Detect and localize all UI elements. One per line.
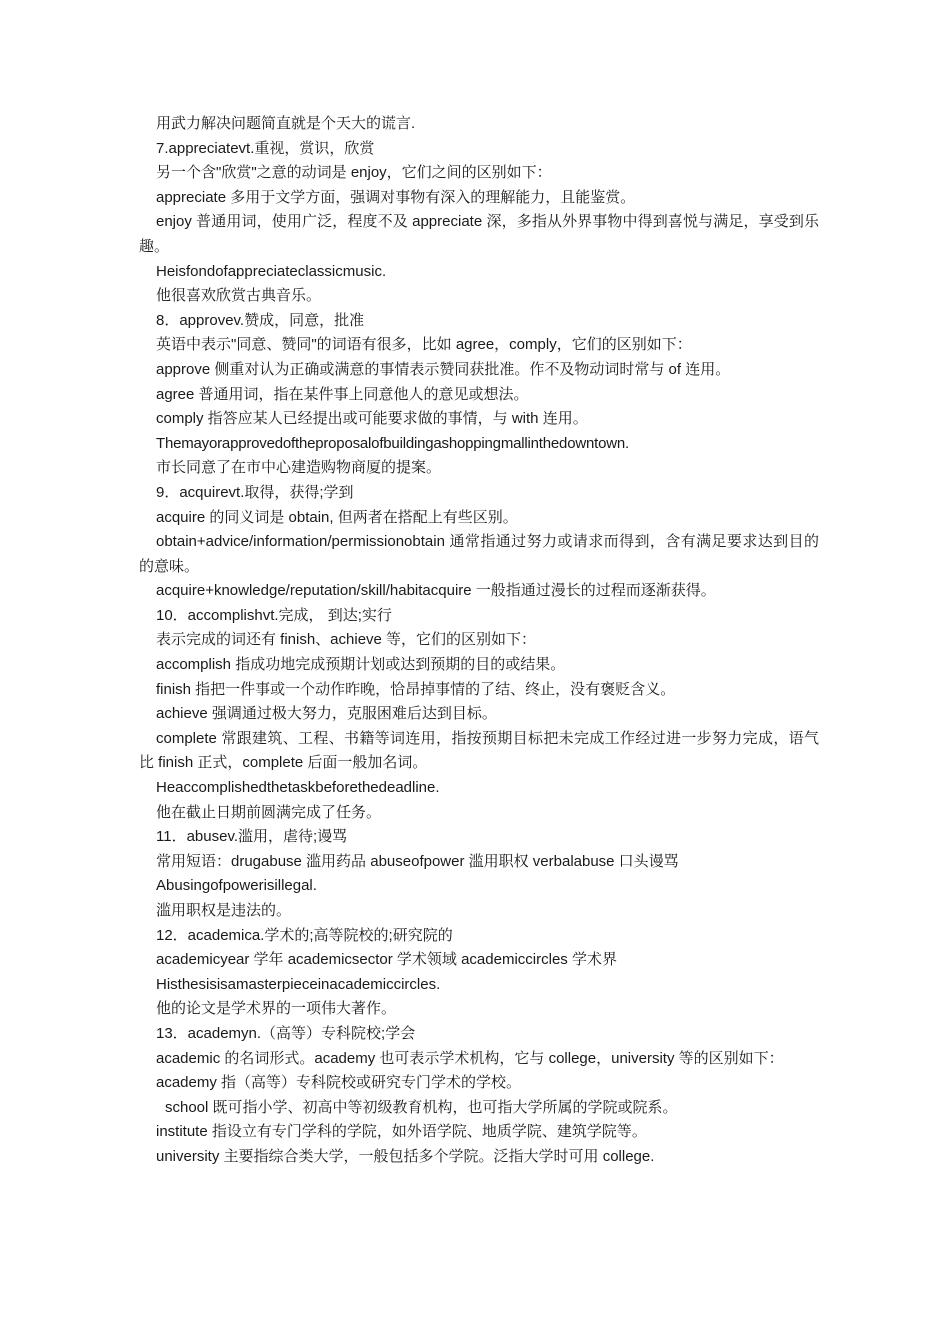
text-line: acquire+knowledge/reputation/skill/habitacquire 一般指通过漫长的过程而逐渐获得。 bbox=[156, 582, 716, 600]
text-line: accomplish 指成功地完成预期计划或达到预期的目的或结果。 bbox=[156, 656, 566, 674]
text-line: academic 的名词形式。academy 也可表示学术机构，它与 college，university 等的区别如下： bbox=[156, 1049, 784, 1067]
text-line: agree 普通用词，指在某件事上同意他人的意见或想法。 bbox=[156, 385, 529, 403]
text-line: academicyear 学年 academicsector 学术领域 academiccircles 学术界 bbox=[156, 951, 617, 969]
text-line: 英语中表示"同意、赞同"的词语有很多，比如 agree，comply，它们的区别如下： bbox=[156, 336, 692, 354]
entry-heading: 7.appreciatevt.重视，赏识，欣赏 bbox=[156, 139, 375, 157]
text-line: comply 指答应某人已经提出或可能要求做的事情，与 with 连用。 bbox=[156, 410, 588, 428]
example-sentence: Heisfondofappreciateclassicmusic. bbox=[156, 262, 387, 280]
text-line: acquire 的同义词是 obtain, 但两者在搭配上有些区别。 bbox=[156, 508, 518, 526]
text-line: school 既可指小学、初高中等初级教育机构，也可指大学所属的学院或院系。 bbox=[165, 1098, 678, 1116]
example-sentence: Abusingofpowerisillegal. bbox=[156, 877, 317, 895]
document-body bbox=[139, 112, 819, 1170]
example-translation: 市长同意了在市中心建造购物商厦的提案。 bbox=[156, 459, 442, 477]
text-line: appreciate 多用于文学方面，强调对事物有深入的理解能力，且能鉴赏。 bbox=[156, 188, 636, 206]
text-line: enjoy 普通用词，使用广泛，程度不及 appreciate 深，多指从外界事物中得到喜悦与满足，享受到乐趣。 bbox=[139, 213, 819, 255]
text-line: approve 侧重对认为正确或满意的事情表示赞同获批准。作不及物动词时常与 of 连用。 bbox=[156, 360, 731, 378]
entry-heading: 12．academica.学术的;高等院校的;研究院的 bbox=[156, 926, 453, 944]
example-translation: 他的论文是学术界的一项伟大著作。 bbox=[156, 1000, 397, 1018]
entry-heading: 11．abusev.滥用，虐待;谩骂 bbox=[156, 828, 348, 846]
entry-heading: 9．acquirevt.取得，获得;学到 bbox=[156, 483, 354, 501]
text-line: academy 指（高等）专科院校或研究专门学术的学校。 bbox=[156, 1074, 522, 1092]
text-line: university 主要指综合类大学，一般包括多个学院。泛指大学时可用 college. bbox=[156, 1147, 655, 1165]
text-line: 表示完成的词还有 finish、achieve 等，它们的区别如下： bbox=[156, 631, 537, 649]
text-line: 用武力解决问题简直就是个天大的谎言. bbox=[156, 115, 416, 132]
example-sentence: Heaccomplishedthetaskbeforethedeadline. bbox=[156, 779, 440, 797]
example-sentence: Themayorapprovedoftheproposalofbuildingashoppingmallinthedowntown. bbox=[156, 434, 629, 452]
text-line: institute 指设立有专门学科的学院，如外语学院、地质学院、建筑学院等。 bbox=[156, 1123, 647, 1141]
text-line: 另一个含"欣赏"之意的动词是 enjoy，它们之间的区别如下： bbox=[156, 164, 552, 182]
example-translation: 滥用职权是违法的。 bbox=[156, 902, 292, 919]
text-line: 常用短语：drugabuse 滥用药品 abuseofpower 滥用职权 verbalabuse 口头谩骂 bbox=[156, 852, 679, 870]
entry-heading: 8．approvev.赞成，同意，批准 bbox=[156, 311, 365, 329]
entry-heading: 10．accomplishvt.完成， 到达;实行 bbox=[156, 606, 392, 624]
example-sentence: Histhesisisamasterpieceinacademiccircles. bbox=[156, 975, 441, 993]
entry-heading: 13．academyn.（高等）专科院校;学会 bbox=[156, 1024, 416, 1042]
text-line: finish 指把一件事或一个动作昨晚，恰昂掉事情的了结、终止，没有褒贬含义。 bbox=[156, 680, 676, 698]
text-line: complete 常跟建筑、工程、书籍等词连用，指按预期目标把未完成工作经过进一步努力完成，语气比 finish 正式，complete 后面一般加名词。 bbox=[139, 729, 819, 772]
text-line: achieve 强调通过极大努力，克服困难后达到目标。 bbox=[156, 705, 497, 723]
example-translation: 他在截止日期前圆满完成了任务。 bbox=[156, 803, 382, 821]
text-line: obtain+advice/information/permissionobtain 通常指通过努力或请求而得到，含有满足要求达到目的的意味。 bbox=[139, 533, 819, 575]
example-translation: 他很喜欢欣赏古典音乐。 bbox=[156, 287, 322, 305]
